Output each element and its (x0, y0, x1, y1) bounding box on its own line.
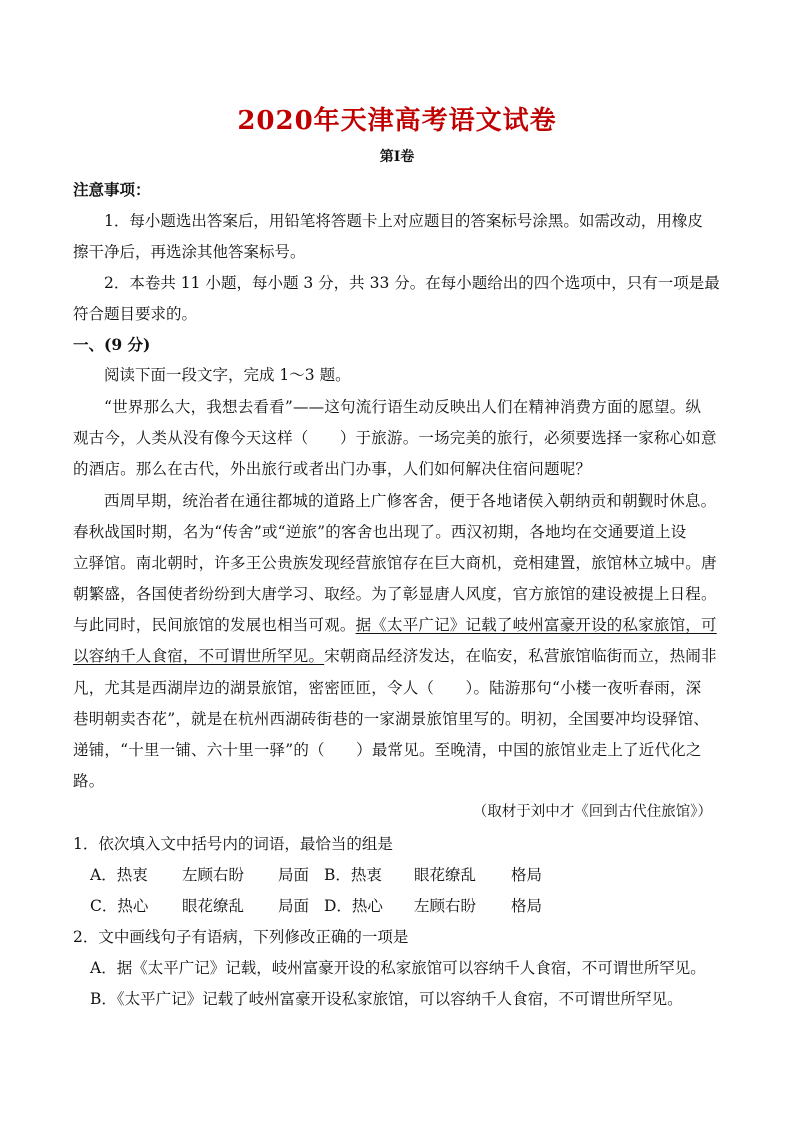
q1-option-d-word2: 左顾右盼 (414, 897, 477, 915)
notice-item1-line1: 1．每小题选出答案后，用铅笔将答题卡上对应题目的答案标号涂黑。如需改动，用橡皮 (104, 212, 703, 230)
q2-stem: 2．文中画线句子有语病，下列修改正确的一项是 (73, 928, 409, 946)
passage-text: 与此同时，民间旅馆的发展也相当可观。 (73, 616, 356, 634)
exam-title: 2020年天津高考语文试卷 (237, 106, 557, 136)
volume-subtitle: 第Ⅰ卷 (379, 149, 415, 165)
passage-p2-line2: 春秋战国时期，名为“传舍”或“逆旅”的客舍也出现了。西汉初期，各地均在交通要道上设 (73, 523, 687, 541)
notice-item2-line1: 2．本卷共 11 小题，每小题 3 分，共 33 分。在每小题给出的四个选项中，只有一项是最 (104, 274, 720, 292)
q1-option-c-word3: 局面 (278, 897, 310, 915)
passage-p2-line3: 立驿馆。南北朝时，许多王公贵族发现经营旅馆存在巨大商机，竞相建置，旅馆林立城中。唐 (73, 554, 717, 572)
notice-heading: 注意事项： (73, 180, 151, 199)
passage-p2-line1: 西周早期，统治者在通往都城的道路上广修客舍，便于各地诸侯入朝纳贡和朝觐时休息。 (104, 492, 717, 510)
passage-p2-line8: 巷明朝卖杏花”，就是在杭州西湖砖街巷的一家湖景旅馆里写的。明初，全国要冲均设驿馆、 (73, 710, 710, 728)
q1-option-c-word2: 眼花缭乱 (182, 897, 245, 915)
section1-instruction: 阅读下面一段文字，完成 1～3 题。 (104, 366, 351, 384)
q2-option-b: B．《太平广记》记载了岐州富豪开设私家旅馆，可以容纳千人食宿，不可谓世所罕见。 (90, 990, 683, 1008)
passage-p1-line2: 观古今，人类从没有像今天这样（ ）于旅游。一场完美的旅行，必须要选择一家称心如意 (73, 429, 717, 447)
q1-option-a: A．热衷 (90, 866, 148, 884)
q1-option-b: B．热衷 (324, 866, 382, 884)
q1-option-d-word3: 格局 (511, 897, 543, 915)
q1-option-a-word2: 左顾右盼 (182, 866, 245, 884)
passage-p2-line6 (73, 644, 717, 666)
passage-p2-line4: 朝繁盛，各国使者纷纷到大唐学习、取经。为了彰显唐人风度，官方旅馆的建设被提上日程。 (73, 585, 717, 603)
notice-item1-line2: 擦干净后，再选涂其他答案标号。 (73, 243, 306, 261)
underlined-sentence-part2: 以容纳千人食宿，不可谓世所罕见。 (73, 647, 325, 665)
passage-p1-line3: 的酒店。那么在古代，外出旅行或者出门办事，人们如何解决住宿问题呢？ (73, 460, 592, 478)
underlined-sentence-part1: 据《太平广记》记载了岐州富豪开设的私家旅馆，可 (355, 616, 717, 634)
passage-p2-line9: 递铺，“十里一铺、六十里一驿”的（ ）最常见。至晚清，中国的旅馆业走上了近代化之 (73, 741, 702, 759)
passage-p2-line5 (73, 613, 717, 635)
passage-source: （取材于刘中才《回到古代住旅馆》） (472, 804, 712, 820)
notice-item2-line2: 符合题目要求的。 (73, 305, 198, 323)
passage-p2-line7: 凡，尤其是西湖岸边的湖景旅馆，密密匝匝，令人（ ）。陆游那句“小楼一夜听春雨，深 (73, 679, 702, 697)
q1-option-c: C．热心 (90, 897, 149, 915)
q1-option-d: D．热心 (324, 897, 383, 915)
passage-p2-line10: 路。 (73, 772, 105, 790)
passage-text: 宋朝商品经济发达，在临安，私营旅馆临街而立，热闹非 (324, 647, 717, 665)
q1-option-b-word2: 眼花缭乱 (414, 866, 477, 884)
q2-option-a: A．据《太平广记》记载，岐州富豪开设的私家旅馆可以容纳千人食宿，不可谓世所罕见。 (90, 959, 706, 977)
q1-option-a-word3: 局面 (278, 866, 310, 884)
section1-heading: 一、(9 分) (73, 335, 151, 354)
q1-stem: 1．依次填入文中括号内的词语，最恰当的组是 (73, 835, 393, 853)
passage-p1-line1: “世界那么大，我想去看看”——这句流行语生动反映出人们在精神消费方面的愿望。纵 (104, 398, 702, 416)
q1-option-b-word3: 格局 (511, 866, 543, 884)
